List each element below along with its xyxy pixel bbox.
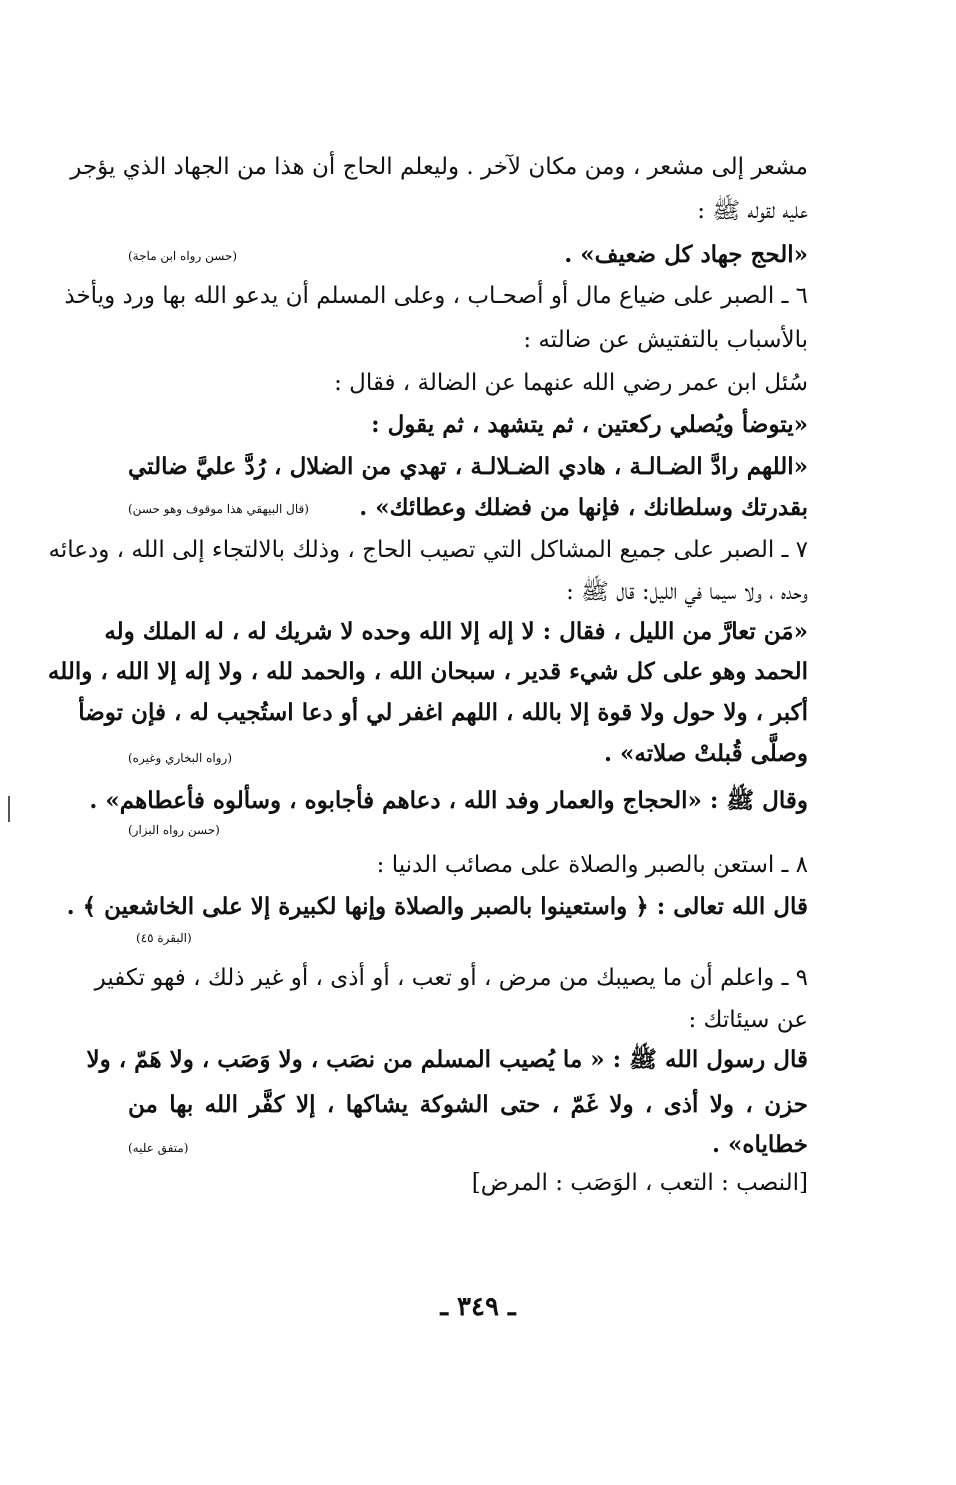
hadith-line: الحمد وهو على كل شيء قدير ، سبحان الله ، والحمد لله ، ولا إله إلا الله ، والله: [47, 658, 808, 685]
hadith-line: خطاياه» .: [712, 1131, 808, 1158]
numbered-item-8: ٨ ـ استعن بالصبر والصلاة على مصائب الدنيا :: [376, 852, 808, 878]
numbered-item-7: ٧ ـ الصبر على جميع المشاكل التي تصيب الحاج ، وذلك بالالتجاء إلى الله ، ودعائه: [48, 537, 808, 563]
hadith-source: (رواه البخاري وغيره): [128, 751, 233, 765]
text-line: عليه لقوله ﷺ :: [697, 198, 808, 224]
text-line: وحده ، ولا سيما في الليل: قال ﷺ :: [566, 579, 808, 605]
numbered-item-9: ٩ ـ واعلم أن ما يصيبك من مرض ، أو تعب ، أو أذى ، أو غير ذلك ، فهو تكفير: [94, 965, 808, 991]
hadith-source: (حسن رواه ابن ماجة): [128, 249, 238, 263]
quran-verse-line: قال الله تعالى : ﴿ واستعينوا بالصبر والصلاة وإنها لكبيرة إلا على الخاشعين ﴾ .: [66, 893, 808, 920]
text-line: سُئل ابن عمر رضي الله عنهما عن الضالة ، فقال :: [334, 370, 808, 396]
hadith-line: «اللهم رادَّ الضـالـة ، هادي الضـلالـة ، تهدي من الضلال ، رُدَّ عليَّ ضالتي: [128, 453, 808, 480]
numbered-item-6: ٦ ـ الصبر على ضياع مال أو أصحـاب ، وعلى المسلم أن يدعو الله بها ورد ويأخذ: [64, 283, 808, 309]
verse-reference: (البقرة ٤٥): [136, 931, 192, 945]
hadith-line: «يتوضأ ويُصلي ركعتين ، ثم يتشهد ، ثم يقول :: [371, 411, 808, 438]
hadith-source: (متفق عليه): [128, 1141, 189, 1155]
hadith-line: وصلَّى قُبلتْ صلاته» .: [604, 740, 808, 767]
text-line: مشعر إلى مشعر ، ومن مكان لآخر . وليعلم الحاج أن هذا من الجهاد الذي يؤجر: [70, 154, 808, 180]
glossary-note: [النصب : التعب ، الوَصَب : المرض]: [471, 1170, 808, 1196]
hadith-line: حزن ، ولا أذى ، ولا غَمّ ، حتى الشوكة يشاكها ، إلا كفَّر الله بها من: [128, 1091, 808, 1118]
hadith-line: أكبر ، ولا حول ولا قوة إلا بالله ، اللهم اغفر لي أو دعا استُجيب له ، فإن توضأ: [78, 699, 808, 726]
hadith-line: «الحج جهاد كل ضعيف» .: [564, 241, 808, 268]
text-line: بالأسباب بالتفتيش عن ضالته :: [523, 327, 808, 353]
hadith-source: (قال البيهقي هذا موقوف وهو حسن): [128, 502, 309, 516]
hadith-line: قال رسول الله ﷺ : « ما يُصيب المسلم من نصَب ، ولا وَصَب ، ولا هَمّ ، ولا: [86, 1046, 808, 1073]
hadith-line: «مَن تعارَّ من الليل ، فقال : لا إله إلا الله وحده لا شريك له ، له الملك وله: [104, 618, 808, 645]
hadith-source: (حسن رواه البزار): [128, 823, 220, 837]
page-number: ـ ٣٤٩ ـ: [440, 1292, 516, 1322]
hadith-line: بقدرتك وسلطانك ، فإنها من فضلك وعطائك» .: [359, 494, 808, 521]
text-line: عن سيئاتك :: [688, 1007, 808, 1033]
margin-scan-mark: [8, 796, 10, 822]
hadith-line: وقال ﷺ : «الحجاج والعمار وفد الله ، دعاهم فأجابوه ، وسألوه فأعطاهم» .: [89, 787, 808, 814]
